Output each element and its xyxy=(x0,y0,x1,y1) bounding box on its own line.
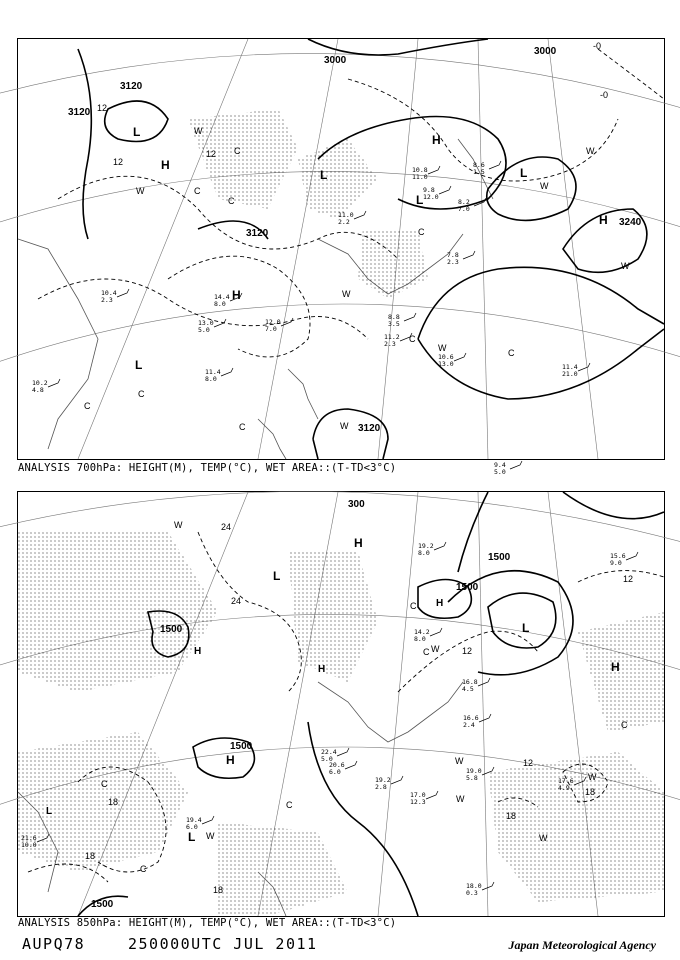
wind-barb xyxy=(463,251,475,259)
high-center: H xyxy=(599,213,608,227)
wind-barb xyxy=(345,761,357,769)
wind-barb xyxy=(439,186,451,194)
graticule xyxy=(0,39,680,459)
high-center: H xyxy=(232,288,241,302)
low-center: L xyxy=(188,830,196,844)
station-plot: 15.6 9.0 xyxy=(610,552,626,567)
station-plot: 17.0 12.3 xyxy=(410,791,426,806)
svg-text:C: C xyxy=(228,196,235,206)
station-plot: 9.4 5.0 xyxy=(494,461,506,476)
svg-text:3240: 3240 xyxy=(619,217,642,228)
wind-barb xyxy=(430,628,442,636)
low-center: L xyxy=(46,806,53,817)
station-plot: 7.8 2.3 xyxy=(447,251,459,266)
station-plot: 9.8 12.0 xyxy=(423,186,439,201)
svg-text:C: C xyxy=(84,401,91,411)
svg-text:C: C xyxy=(409,334,416,344)
wet-areas xyxy=(188,109,428,299)
high-center: H xyxy=(611,660,620,674)
station-plot: 18.0 0.3 xyxy=(466,882,482,897)
high-center: H xyxy=(161,158,170,172)
station-plot: 8.8 3.5 xyxy=(388,313,400,328)
high-center: H xyxy=(194,646,202,657)
wind-barb xyxy=(510,461,522,469)
low-center: L xyxy=(520,166,528,180)
wind-barb xyxy=(391,776,403,784)
caption-700hpa: ANALYSIS 700hPa: HEIGHT(M), TEMP(°C), WET AREA::(T-TD<3°C) xyxy=(18,462,397,474)
svg-text:18: 18 xyxy=(85,851,96,861)
wind-barb xyxy=(214,319,226,327)
svg-text:12: 12 xyxy=(97,103,108,113)
station-plot: 8.2 7.0 xyxy=(458,198,470,213)
wind-barb xyxy=(578,363,590,371)
station-plot: 12.0 7.0 xyxy=(265,318,281,333)
svg-text:C: C xyxy=(194,186,201,196)
svg-text:18: 18 xyxy=(585,787,596,797)
station-plot: 11.0 2.2 xyxy=(338,211,354,226)
station-plot: 22.4 5.0 xyxy=(321,748,337,763)
svg-text:3000: 3000 xyxy=(534,46,557,57)
svg-text:W: W xyxy=(340,421,349,431)
station-plot: 13.0 5.0 xyxy=(198,319,214,334)
svg-text:W: W xyxy=(206,831,215,841)
wind-barb xyxy=(354,211,366,219)
svg-text:W: W xyxy=(540,181,549,191)
station-plot: 21.6 10.0 xyxy=(21,834,37,849)
wind-barb xyxy=(221,368,233,376)
svg-text:24: 24 xyxy=(231,596,242,606)
wind-barb xyxy=(454,353,466,361)
svg-text:W: W xyxy=(455,756,464,766)
svg-text:3120: 3120 xyxy=(120,81,143,92)
svg-text:C: C xyxy=(621,720,628,730)
wind-barb xyxy=(626,552,638,560)
weather-map-850hpa xyxy=(18,492,664,916)
station-plot: 11.4 21.0 xyxy=(562,363,578,378)
low-center: L xyxy=(416,193,424,207)
valid-time: 250000UTC JUL 2011 xyxy=(128,935,318,953)
agency-name: Japan Meteorological Agency xyxy=(508,938,656,952)
svg-text:C: C xyxy=(286,800,293,810)
station-plot: 20.6 6.0 xyxy=(329,761,345,776)
svg-text:12: 12 xyxy=(206,149,217,159)
svg-text:W: W xyxy=(136,186,145,196)
svg-text:C: C xyxy=(423,647,430,657)
station-plot: 11.4 8.0 xyxy=(205,368,221,383)
wind-barb xyxy=(479,714,491,722)
low-center: L xyxy=(522,621,530,635)
svg-text:C: C xyxy=(418,227,425,237)
svg-text:W: W xyxy=(431,644,440,654)
svg-text:18: 18 xyxy=(506,811,517,821)
svg-text:C: C xyxy=(101,779,108,789)
caption-850hpa: ANALYSIS 850hPa: HEIGHT(M), TEMP(°C), WET AREA::(T-TD<3°C) xyxy=(18,917,397,929)
svg-text:1500: 1500 xyxy=(488,552,511,563)
wind-barb xyxy=(117,289,129,297)
svg-text:18: 18 xyxy=(213,885,224,895)
svg-text:C: C xyxy=(138,389,145,399)
svg-text:W: W xyxy=(539,833,548,843)
svg-text:C: C xyxy=(508,348,515,358)
low-center: L xyxy=(133,125,141,139)
high-center: H xyxy=(318,664,326,675)
station-plot: 19.4 6.0 xyxy=(186,816,202,831)
svg-text:3120: 3120 xyxy=(246,228,269,239)
high-center: H xyxy=(226,753,235,767)
svg-text:W: W xyxy=(438,343,447,353)
wind-barb xyxy=(489,161,501,169)
station-plot: 11.2 2.3 xyxy=(384,333,400,348)
svg-text:C: C xyxy=(239,422,246,432)
map-panel-850hpa xyxy=(17,491,665,917)
station-plot: 19.0 5.8 xyxy=(466,767,482,782)
svg-text:3120: 3120 xyxy=(68,107,91,118)
station-plot: 10.4 2.3 xyxy=(101,289,117,304)
svg-text:W: W xyxy=(174,520,183,530)
wind-barb xyxy=(337,748,349,756)
station-plot: 16.8 4.5 xyxy=(462,678,478,693)
station-plot: 14.2 8.0 xyxy=(414,628,430,643)
svg-text:C: C xyxy=(234,146,241,156)
station-plot: 16.6 2.4 xyxy=(463,714,479,729)
wind-barb xyxy=(48,379,60,387)
svg-text:300: 300 xyxy=(348,499,365,510)
svg-text:-0: -0 xyxy=(600,90,609,100)
wind-barb xyxy=(482,882,494,890)
svg-text:12: 12 xyxy=(113,157,124,167)
svg-text:W: W xyxy=(194,126,203,136)
svg-text:1500: 1500 xyxy=(91,899,114,910)
svg-text:1500: 1500 xyxy=(456,582,479,593)
wind-barb xyxy=(428,166,440,174)
station-plot: 10.8 11.0 xyxy=(412,166,428,181)
svg-text:W: W xyxy=(621,261,630,271)
station-plot: 10.2 4.8 xyxy=(32,379,48,394)
svg-text:C: C xyxy=(410,601,417,611)
svg-text:C: C xyxy=(140,864,147,874)
wind-barb xyxy=(202,816,214,824)
low-center: L xyxy=(135,358,143,372)
station-plot: 14.4 8.0 xyxy=(214,293,230,308)
station-plot: 19.2 2.8 xyxy=(375,776,391,791)
station-plot: 10.6 13.0 xyxy=(438,353,454,368)
high-center: H xyxy=(436,598,444,609)
svg-text:3000: 3000 xyxy=(324,55,347,66)
station-plot: 19.2 8.0 xyxy=(418,542,434,557)
wind-barb xyxy=(478,678,490,686)
svg-text:1500: 1500 xyxy=(160,624,183,635)
svg-text:3120: 3120 xyxy=(358,423,381,434)
bulletin-code: AUPQ78 xyxy=(22,935,86,953)
station-plot: 17.6 4.9 xyxy=(558,777,574,792)
station-plot: 8.6 1.5 xyxy=(473,161,485,176)
low-center: L xyxy=(273,569,281,583)
svg-text:W: W xyxy=(342,289,351,299)
svg-text:W: W xyxy=(586,146,595,156)
svg-text:12: 12 xyxy=(462,646,473,656)
low-center: L xyxy=(320,168,328,182)
wet-areas xyxy=(18,532,664,916)
svg-text:-0: -0 xyxy=(593,41,602,51)
svg-text:W: W xyxy=(456,794,465,804)
svg-text:18: 18 xyxy=(108,797,119,807)
svg-text:24: 24 xyxy=(221,522,232,532)
high-center: H xyxy=(432,133,441,147)
svg-text:12: 12 xyxy=(623,574,634,584)
wind-barb xyxy=(426,791,438,799)
wind-barb xyxy=(404,313,416,321)
svg-text:12: 12 xyxy=(523,758,534,768)
high-center: H xyxy=(354,536,363,550)
wind-barb xyxy=(434,542,446,550)
svg-text:W: W xyxy=(588,772,597,782)
svg-text:1500: 1500 xyxy=(230,741,253,752)
